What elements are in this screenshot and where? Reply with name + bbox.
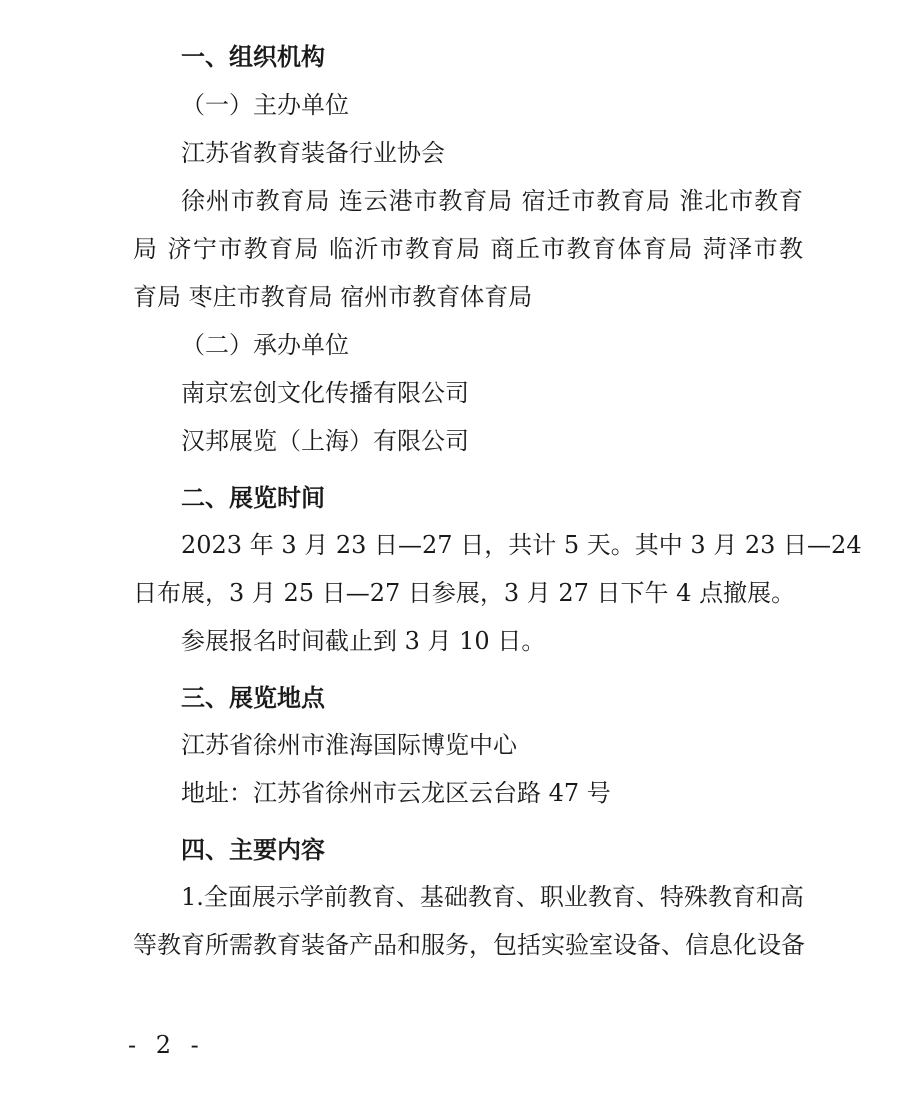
content-line-1: 1.全面展示学前教育、基础教育、职业教育、特殊教育和高 [181,883,804,911]
time-line-1: 2023 年 3 月 23 日—27 日，共计 5 天。其中 3 月 23 日—24 [181,531,862,559]
venue-address: 地址：江苏省徐州市云龙区云台路 47 号 [181,779,611,807]
time-line-2: 日布展，3 月 25 日—27 日参展，3 月 27 日下午 4 点撤展。 [133,579,796,607]
section1-heading: 一、组织机构 [181,43,325,71]
content-line-2: 等教育所需教育装备产品和服务，包括实验室设备、信息化设备 [133,931,805,959]
organizer-1: 南京宏创文化传播有限公司 [181,379,469,407]
section3-heading: 三、展览地点 [181,684,325,712]
section1-sub2: （二）承办单位 [181,331,349,359]
section1-sub1: （一）主办单位 [181,91,349,119]
registration-deadline: 参展报名时间截止到 3 月 10 日。 [181,627,546,655]
sponsor-line-3: 育局 枣庄市教育局 宿州市教育体育局 [133,283,533,311]
sponsor-line-2: 局 济宁市教育局 临沂市教育局 商丘市教育体育局 菏泽市教 [133,235,803,263]
venue-name: 江苏省徐州市淮海国际博览中心 [181,731,517,759]
sponsor-main: 江苏省教育装备行业协会 [181,139,445,167]
section2-heading: 二、展览时间 [181,484,325,512]
page-number: - 2 - [128,1031,205,1059]
sponsor-line-1: 徐州市教育局 连云港市教育局 宿迁市教育局 淮北市教育 [181,187,803,215]
organizer-2: 汉邦展览（上海）有限公司 [181,427,469,455]
section4-heading: 四、主要内容 [181,836,325,864]
